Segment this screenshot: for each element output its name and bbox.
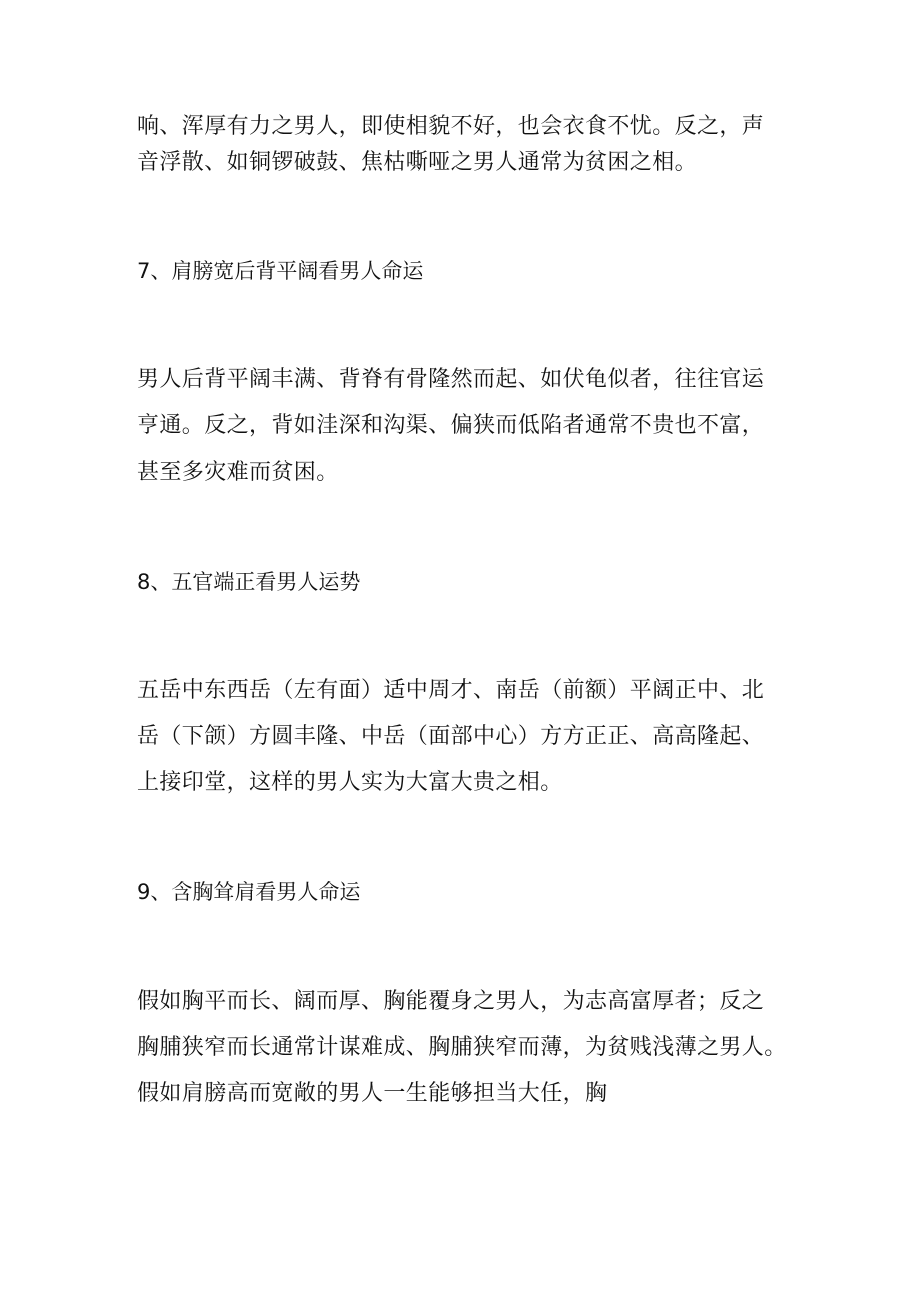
section-heading-9: 9、含胸耸肩看男人命运 (137, 880, 361, 904)
paragraph-line: 男人后背平阔丰满、背脊有骨隆然而起、如伏龟似者，往往官运 (137, 367, 765, 392)
paragraph-line: 上接印堂，这样的男人实为大富大贵之相。 (137, 770, 563, 795)
paragraph-line: 胸脯狭窄而长通常计谋难成、胸脯狭窄而薄，为贫贱浅薄之男人。 (137, 1035, 787, 1060)
paragraph-line: 响、浑厚有力之男人，即使相貌不好，也会衣食不忧。反之，声 (137, 114, 765, 139)
paragraph-line: 甚至多灾难而贫困。 (137, 460, 339, 485)
section-heading-7: 7、肩膀宽后背平阔看男人命运 (137, 259, 424, 283)
paragraph-line: 假如胸平而长、阔而厚、胸能覆身之男人，为志高富厚者；反之 (137, 989, 765, 1014)
section-heading-8: 8、五官端正看男人运势 (137, 570, 361, 594)
paragraph-line: 亨通。反之，背如洼深和沟渠、偏狭而低陷者通常不贵也不富， (137, 413, 765, 438)
paragraph-line: 音浮散、如铜锣破鼓、焦枯嘶哑之男人通常为贫困之相。 (137, 150, 698, 175)
paragraph-line: 假如肩膀高而宽敞的男人一生能够担当大任，胸 (137, 1081, 608, 1106)
paragraph-line: 五岳中东西岳（左有面）适中周才、南岳（前额）平阔正中、北 (137, 678, 765, 703)
paragraph-line: 岳（下颌）方圆丰隆、中岳（面部中心）方方正正、高高隆起、 (137, 724, 765, 749)
